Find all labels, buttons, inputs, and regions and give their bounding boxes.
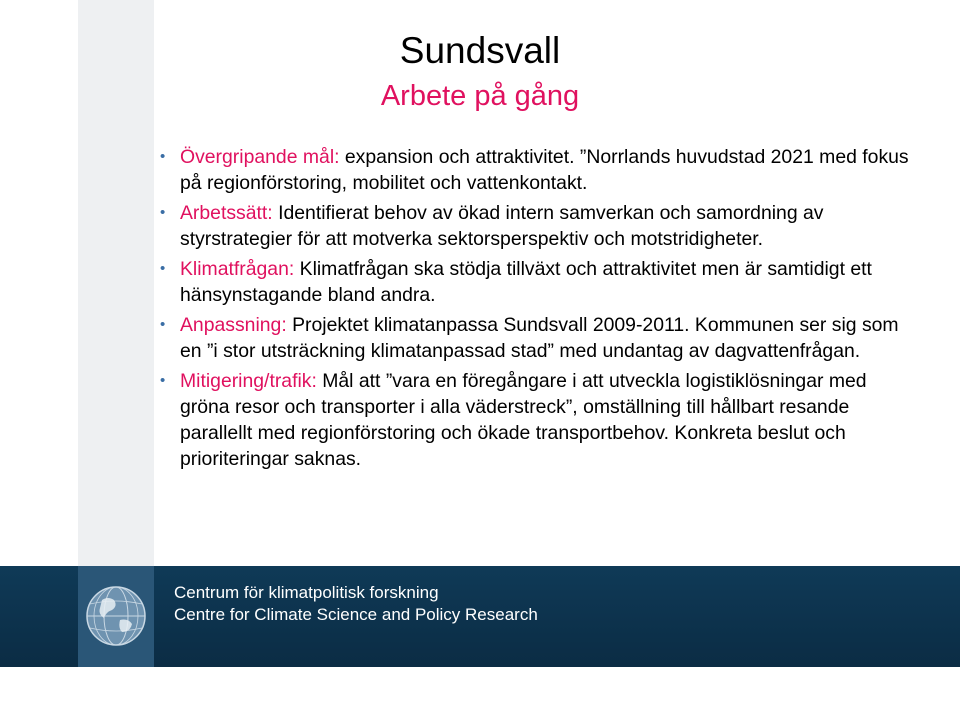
bullet-text: Identifierat behov av ökad intern samverkan och samordning av styrstrategier för att motverka sektorsperspektiv och motstridigheter. <box>180 202 824 250</box>
bullet-label: Mitigering/trafik: <box>180 370 317 392</box>
bullet-dot-icon: • <box>160 204 166 221</box>
bullet-dot-icon: • <box>160 148 166 165</box>
bullet-item <box>160 256 920 308</box>
slide-title: Sundsvall <box>399 30 561 71</box>
globe-icon <box>78 566 154 667</box>
bullet-label: Övergripande mål: <box>180 146 340 168</box>
bullet-text: Klimatfrågan ska stödja tillväxt och attraktivitet men är samtidigt ett hänsynstagande bland andra. <box>180 258 872 306</box>
bullet-item <box>160 312 920 364</box>
bullet-text: Mål att ”vara en föregångare i att utveckla logistiklösningar med gröna resor och transporter i alla väderstreck”, omställning till hållbart resande parallellt med regionförstoring och ökade transportbehov. Konkreta beslut och prioriteringar saknas. <box>180 370 867 470</box>
bullet-dot-icon: • <box>160 372 166 389</box>
bullet-dot-icon: • <box>160 316 166 333</box>
slide-subtitle: Arbete på gång <box>380 80 580 112</box>
bullet-label: Arbetssätt: <box>180 202 273 224</box>
bullet-text: expansion och attraktivitet. ”Norrlands huvudstad 2021 med fokus på regionförstoring, mobilitet och vattenkontakt. <box>180 146 909 194</box>
bullet-label: Klimatfrågan: <box>180 258 295 280</box>
bullet-text: Projektet klimatanpassa Sundsvall 2009-2011. Kommunen ser sig som en ”i stor utsträckning klimatanpassad stad” med undantag av dagvattenfrågan. <box>180 314 899 362</box>
bullet-list <box>160 144 920 476</box>
bullet-item <box>160 368 920 472</box>
bullet-dot-icon: • <box>160 260 166 277</box>
footer-org-name-en: Centre for Climate Science and Policy Research <box>174 605 538 624</box>
bullet-item <box>160 200 920 252</box>
bullet-label: Anpassning: <box>180 314 287 336</box>
footer-org-name-sv: Centrum för klimatpolitisk forskning <box>174 583 439 602</box>
bullet-item <box>160 144 920 196</box>
